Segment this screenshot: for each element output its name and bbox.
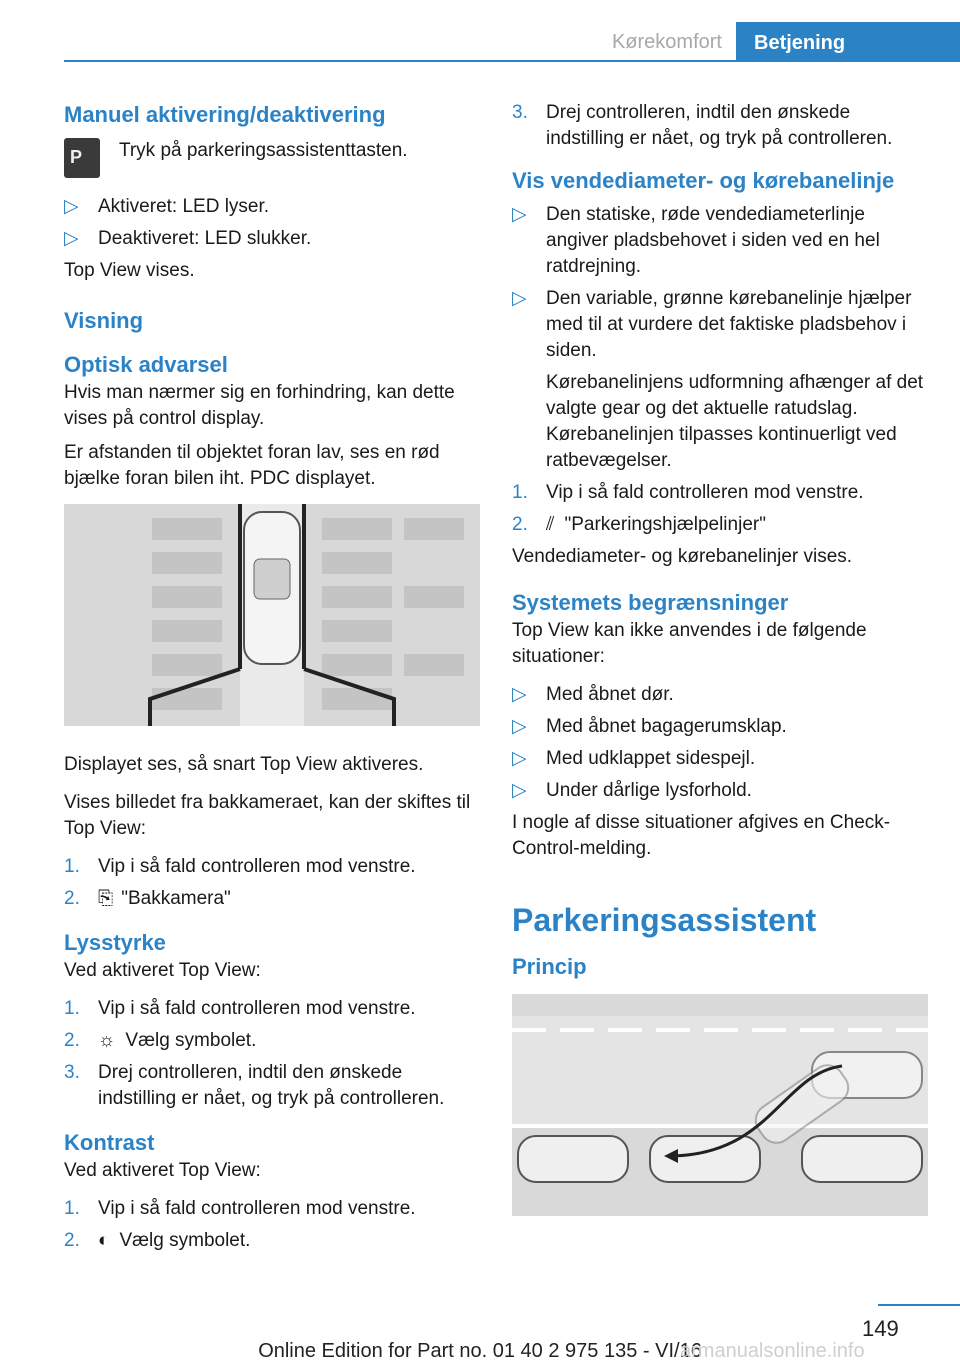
list-item bbox=[64, 1228, 482, 1254]
number-marker: 2. bbox=[64, 888, 80, 909]
number-marker: 3. bbox=[512, 102, 528, 123]
list-text: Drej controlleren, indtil den ønskede indstilling er nået, og tryk på controlleren. bbox=[98, 1062, 445, 1109]
tab-betjening[interactable]: Betjening bbox=[736, 22, 960, 62]
system-intro: Top View kan ikke anvendes i de følgende situationer: bbox=[512, 620, 867, 667]
list-text: Deaktiveret: LED slukker. bbox=[98, 228, 312, 249]
list-text: Under dårlige lysforhold. bbox=[546, 780, 752, 801]
parked-car-right bbox=[802, 1136, 922, 1182]
list-item bbox=[64, 1028, 482, 1054]
contrast-icon: ◐ bbox=[98, 1230, 110, 1251]
heading-parkeringsassistent: Parkeringsassistent bbox=[512, 902, 817, 938]
number-marker: 3. bbox=[64, 1062, 80, 1083]
left-column bbox=[64, 100, 482, 1260]
press-row bbox=[64, 138, 482, 178]
bullet-marker: ▷ bbox=[512, 204, 527, 225]
list-item bbox=[64, 1196, 482, 1222]
list-item bbox=[64, 226, 482, 252]
press-text: Tryk på parkeringsassistenttasten. bbox=[118, 140, 408, 161]
lines-shown: Vendediameter- og kørebanelinjer vises. bbox=[512, 546, 853, 567]
list-item bbox=[512, 480, 930, 506]
heading-optisk: Optisk advarsel bbox=[64, 352, 228, 377]
list-item bbox=[64, 996, 482, 1022]
after-img-p1: Displayet ses, så snart Top View aktiveres. bbox=[64, 754, 424, 775]
list-text: Vip i så fald controlleren mod venstre. bbox=[98, 1198, 416, 1219]
after-img-p2: Vises billedet fra bakkameraet, kan der skiftes til Top View: bbox=[64, 792, 471, 839]
topview-parking-figure bbox=[64, 504, 482, 734]
list-item bbox=[512, 512, 930, 538]
bullet-marker: ▷ bbox=[512, 716, 527, 737]
list-item bbox=[512, 746, 930, 772]
bullet-marker: ▷ bbox=[512, 748, 527, 769]
number-marker: 1. bbox=[512, 482, 528, 503]
lys-intro: Ved aktiveret Top View: bbox=[64, 960, 261, 981]
list-item bbox=[512, 286, 930, 364]
watermark: armanualsonline.info bbox=[680, 1340, 865, 1362]
heading-system: Systemets begrænsninger bbox=[512, 590, 789, 615]
topview-image bbox=[64, 504, 480, 726]
parked-car-middle bbox=[650, 1136, 760, 1182]
heading-visning: Visning bbox=[64, 308, 144, 333]
number-marker: 1. bbox=[64, 856, 80, 877]
list-item bbox=[64, 194, 482, 220]
header-rule bbox=[64, 60, 960, 62]
bullet-marker: ▷ bbox=[64, 228, 79, 249]
parked-car-left bbox=[518, 1136, 628, 1182]
list-text: Med åbnet dør. bbox=[546, 684, 674, 705]
list-item bbox=[512, 202, 930, 280]
list-text: Kørebanelinjens udformning afhænger af det valgte gear og det aktuelle ratudslag. Kørebanelinjen tilpasses kontinuerligt ved ratbevægelser. bbox=[546, 372, 924, 471]
optisk-p1: Hvis man nærmer sig en forhindring, kan dette vises på control display. bbox=[64, 382, 455, 429]
list-item-continuation bbox=[512, 370, 930, 474]
bullet-marker: ▷ bbox=[512, 780, 527, 801]
bullet-marker: ▷ bbox=[512, 288, 527, 309]
list-item bbox=[512, 682, 930, 708]
optisk-p2: Er afstanden til objektet foran lav, ses en rød bjælke foran bilen iht. PDC displayet. bbox=[64, 442, 440, 489]
list-text: Den variable, grønne kørebanelinje hjælper med til at vurdere det faktiske pladsbehov i siden. bbox=[546, 288, 912, 361]
list-text: Vip i så fald controlleren mod venstre. bbox=[98, 856, 416, 877]
bullet-marker: ▷ bbox=[64, 196, 79, 217]
number-marker: 1. bbox=[64, 998, 80, 1019]
list-text: Vip i så fald controlleren mod venstre. bbox=[546, 482, 864, 503]
list-text: Vip i så fald controlleren mod venstre. bbox=[98, 998, 416, 1019]
list-item bbox=[64, 1060, 482, 1112]
number-marker: 2. bbox=[512, 514, 528, 535]
page-header bbox=[64, 0, 960, 62]
topview-shown: Top View vises. bbox=[64, 260, 195, 281]
camera-icon: ⎘ bbox=[98, 888, 114, 909]
page-number: 149 bbox=[862, 1316, 899, 1341]
bullet-marker: ▷ bbox=[512, 684, 527, 705]
parking-principle-figure bbox=[512, 994, 928, 1216]
check-control: I nogle af disse situationer afgives en Check-Control-melding. bbox=[512, 812, 891, 859]
list-text: Aktiveret: LED lyser. bbox=[98, 196, 270, 217]
list-text: Den statiske, røde vendediameterlinje angiver pladsbehovet i siden ved en hel ratdrejning. bbox=[546, 204, 880, 277]
number-marker: 2. bbox=[64, 1230, 80, 1251]
brightness-icon: ☼ bbox=[98, 1030, 116, 1051]
kontrast-intro: Ved aktiveret Top View: bbox=[64, 1160, 261, 1181]
list-text: "Bakkamera" bbox=[121, 888, 231, 909]
heading-vis: Vis vendediameter- og kørebanelinje bbox=[512, 168, 895, 193]
heading-manual: Manuel aktivering/deaktivering bbox=[64, 102, 386, 127]
edition-footer: Online Edition for Part no. 01 40 2 975 135 - VI/16 bbox=[258, 1340, 702, 1362]
list-text: Med åbnet bagagerumsklap. bbox=[546, 716, 787, 737]
list-text: Med udklappet sidespejl. bbox=[546, 748, 756, 769]
parking-assist-button-icon: P bbox=[64, 138, 100, 178]
list-item bbox=[64, 854, 482, 880]
list-text: Vælg symbolet. bbox=[125, 1030, 257, 1051]
number-marker: 1. bbox=[64, 1198, 80, 1219]
parking-lines-icon: ⫽ bbox=[546, 514, 555, 535]
section-label: Kørekomfort bbox=[611, 31, 722, 53]
list-item bbox=[512, 778, 930, 804]
heading-princip: Princip bbox=[512, 954, 587, 979]
heading-kontrast: Kontrast bbox=[64, 1130, 155, 1155]
right-column bbox=[512, 100, 930, 1224]
list-item bbox=[512, 100, 930, 152]
heading-lysstyrke: Lysstyrke bbox=[64, 930, 166, 955]
list-text: Drej controlleren, indtil den ønskede indstilling er nået, og tryk på controlleren. bbox=[546, 102, 893, 149]
list-item bbox=[512, 714, 930, 740]
list-text: Vælg symbolet. bbox=[119, 1230, 251, 1251]
list-text: "Parkeringshjælpelinjer" bbox=[564, 514, 766, 535]
number-marker: 2. bbox=[64, 1030, 80, 1051]
footer-rule bbox=[878, 1304, 960, 1306]
list-item bbox=[64, 886, 482, 912]
